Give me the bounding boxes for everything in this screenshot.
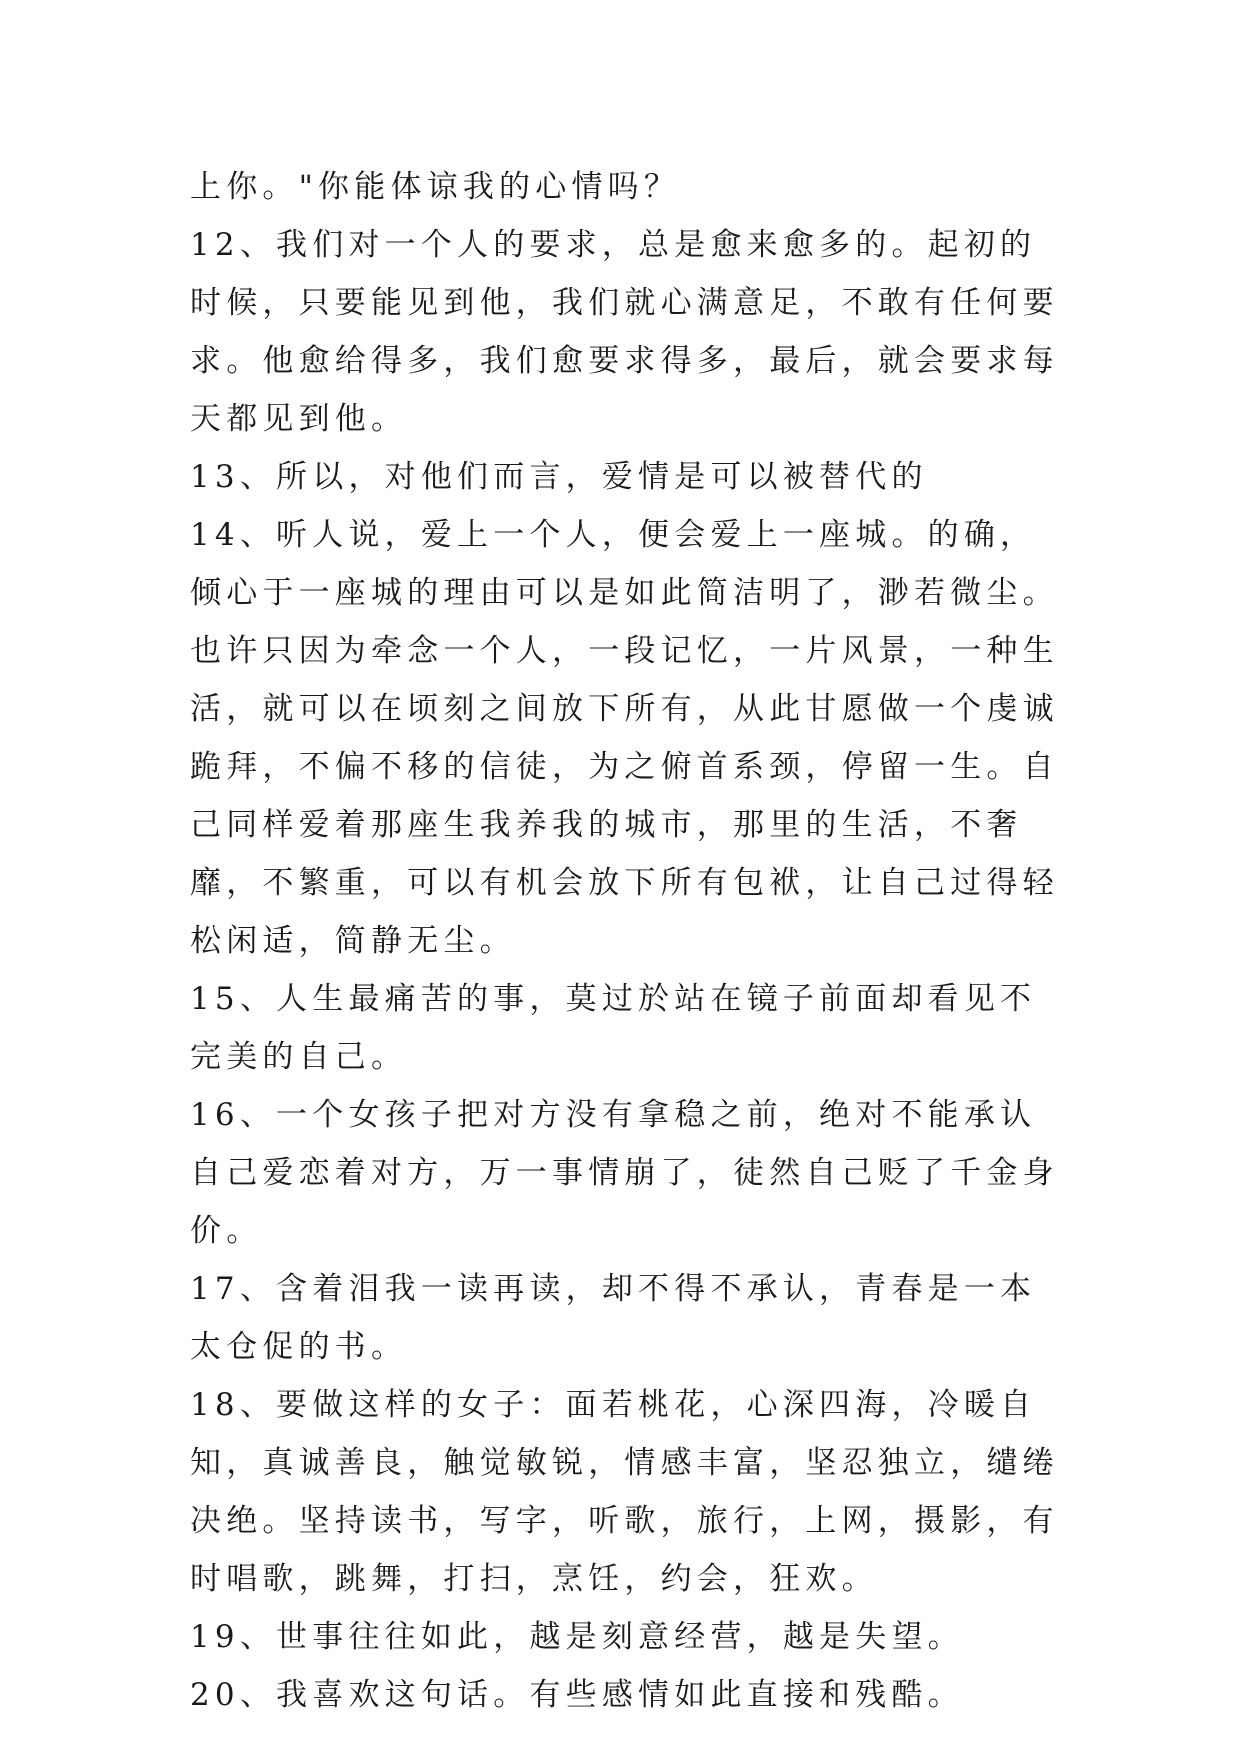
paragraph-15: 15、人生最痛苦的事，莫过於站在镜子前面却看见不完美的自己。 [190, 981, 1037, 1075]
paragraph-17: 17、含着泪我一读再读，却不得不承认，青春是一本太仓促的书。 [190, 1271, 1037, 1365]
paragraph-continuation: 上你。"你能体谅我的心情吗？ [190, 169, 681, 205]
paragraph-18: 18、要做这样的女子：面若桃花，心深四海，冷暖自知，真诚善良，触觉敏锐，情感丰富，坚忍独立，缱绻决绝。坚持读书，写字，听歌，旅行，上网，摄影，有时唱歌，跳舞，打扫，烹饪，约会，狂欢。 [190, 1387, 1059, 1597]
paragraph-20: 20、我喜欢这句话。有些感情如此直接和残酷。 [190, 1677, 964, 1713]
paragraph-19: 19、世事往往如此，越是刻意经营，越是失望。 [190, 1619, 964, 1655]
document-body [190, 158, 1070, 1724]
paragraph-16: 16、一个女孩子把对方没有拿稳之前，绝对不能承认自己爱恋着对方，万一事情崩了，徒然自己贬了千金身价。 [190, 1097, 1059, 1249]
paragraph-13: 13、所以，对他们而言，爱情是可以被替代的 [190, 459, 928, 495]
paragraph-12: 12、我们对一个人的要求，总是愈来愈多的。起初的时候，只要能见到他，我们就心满意足，不敢有任何要求。他愈给得多，我们愈要求得多，最后，就会要求每天都见到他。 [190, 227, 1059, 437]
paragraph-14: 14、听人说，爱上一个人，便会爱上一座城。的确，倾心于一座城的理由可以是如此简洁明了，渺若微尘。也许只因为牵念一个人，一段记忆，一片风景，一种生活，就可以在顷刻之间放下所有，从此甘愿做一个虔诚跪拜，不偏不移的信徒，为之俯首系颈，停留一生。自己同样爱着那座生我养我的城市，那里的生活，不奢靡，不繁重，可以有机会放下所有包袱，让自己过得轻松闲适，简静无尘。 [190, 517, 1059, 959]
